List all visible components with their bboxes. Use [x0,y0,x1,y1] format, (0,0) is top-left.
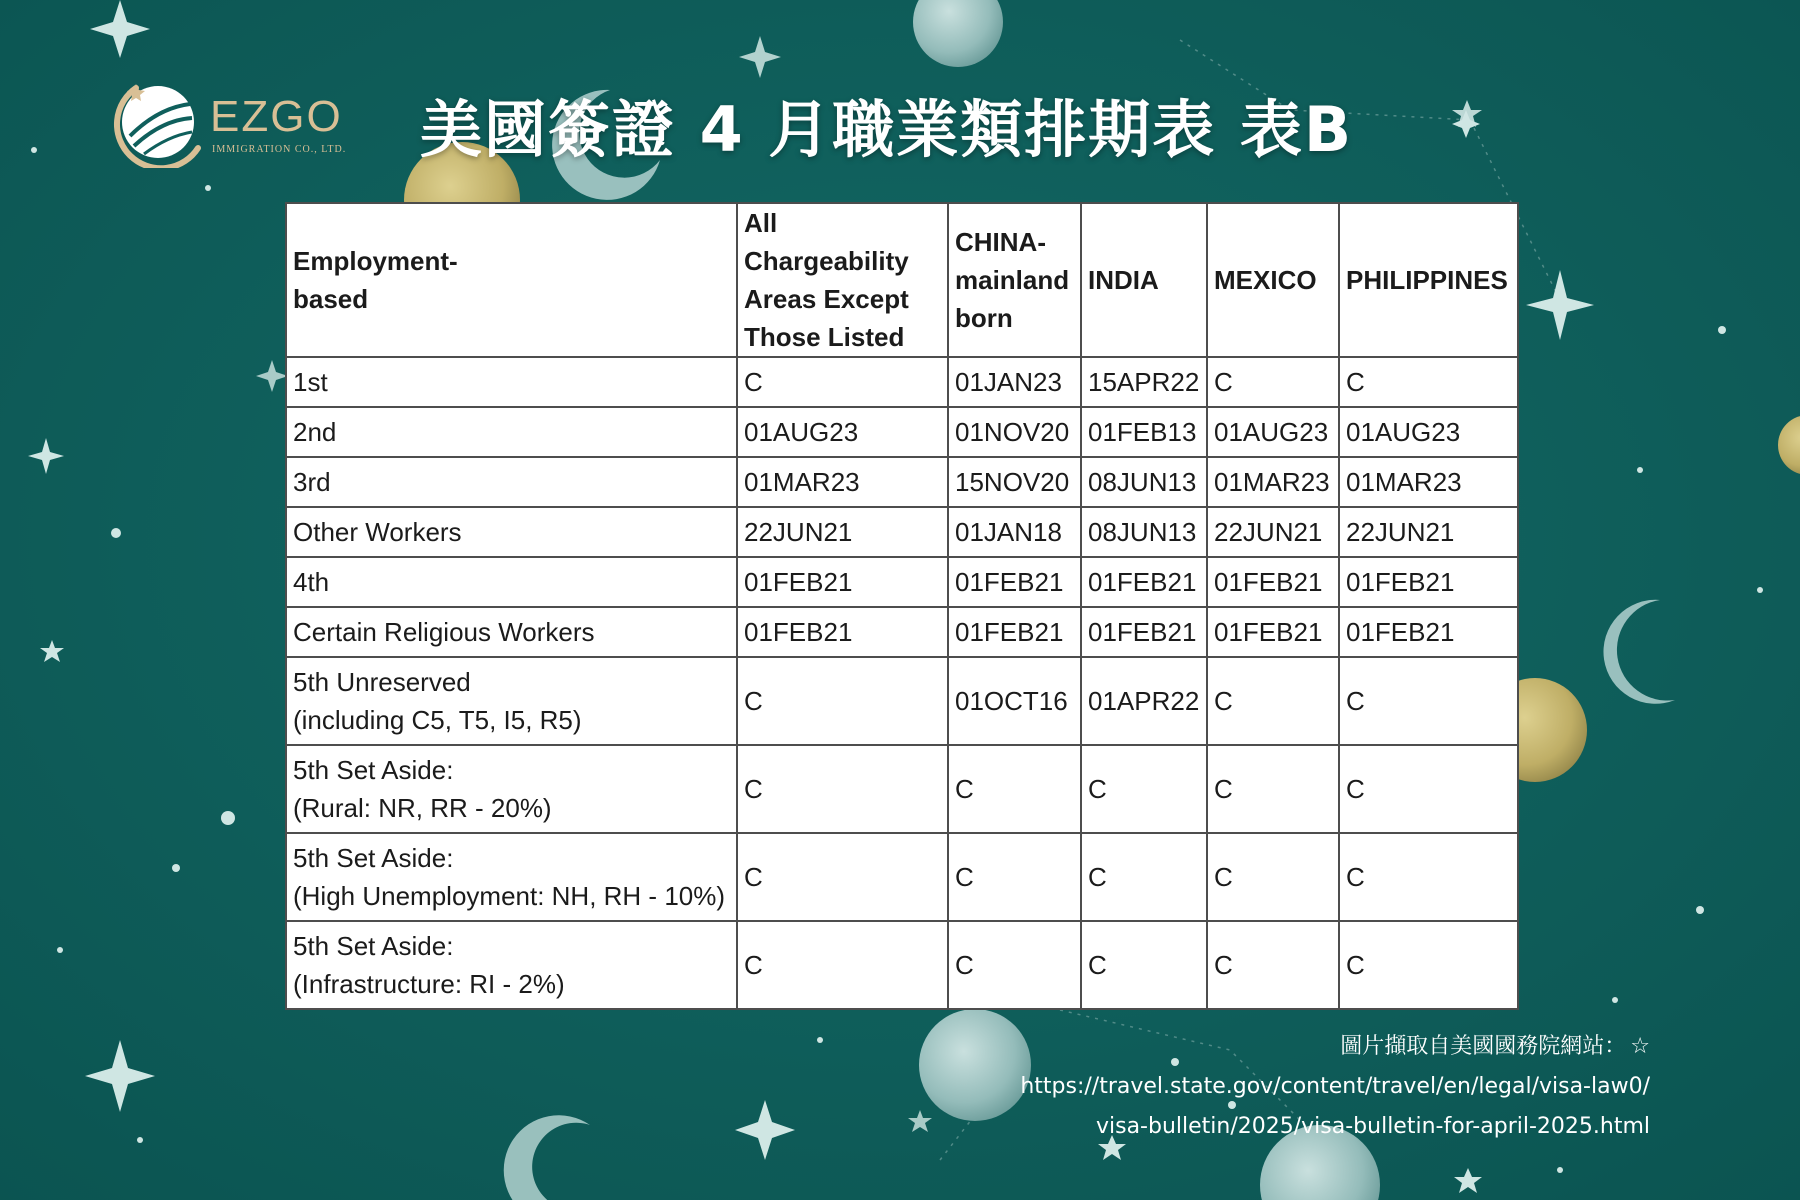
table-cell: C [1081,833,1207,921]
table-cell: 01AUG23 [737,407,948,457]
table-cell: 01FEB21 [948,557,1081,607]
table-cell: 01FEB21 [948,607,1081,657]
row-label-cell [286,833,737,921]
table-cell: 01FEB21 [737,607,948,657]
moon-blue-bottom [919,1009,1031,1121]
row-label-cell [286,921,737,1009]
table-cell: 01AUG23 [1339,407,1518,457]
table-cell: 08JUN13 [1081,507,1207,557]
table-cell: 01MAR23 [1339,457,1518,507]
row-label-cell [286,745,737,833]
row-label-line: Other Workers [293,517,462,547]
table-cell: 22JUN21 [737,507,948,557]
brand-subtitle: IMMIGRATION CO., LTD. [212,144,347,155]
row-label-line: (including C5, T5, I5, R5) [293,705,582,735]
row-label-line: 5th Set Aside: [293,755,454,785]
table-row [286,921,1518,1009]
table-cell: 08JUN13 [1081,457,1207,507]
table-cell: C [948,745,1081,833]
row-label-cell [286,657,737,745]
row-label-line: Certain Religious Workers [293,617,595,647]
table-row [286,607,1518,657]
table-row [286,507,1518,557]
column-header-line: CHINA- [955,227,1046,257]
table-cell: C [737,833,948,921]
table-cell: 01APR22 [1081,657,1207,745]
page-title: 美國簽證 4 月職業類排期表 表B [420,93,1354,166]
column-header-line: born [955,303,1013,333]
row-label-cell [286,407,737,457]
row-label-line: 5th Set Aside: [293,843,454,873]
row-label-line: (High Unemployment: NH, RH - 10%) [293,881,726,911]
row-label-cell [286,457,737,507]
table-cell: 01FEB21 [737,557,948,607]
table-cell: 15NOV20 [948,457,1081,507]
row-label-line: 2nd [293,417,337,447]
table-cell: C [1339,745,1518,833]
table-cell: C [1207,921,1339,1009]
ezgo-logo [108,78,378,168]
table-cell: C [1207,745,1339,833]
table-cell: C [1339,657,1518,745]
table-row [286,357,1518,407]
column-header-line: based [293,284,369,314]
table-row [286,407,1518,457]
row-label-cell [286,507,737,557]
table-body [286,357,1518,1009]
table-cell: C [737,657,948,745]
table-cell: C [1339,357,1518,407]
column-header-line: mainland [955,265,1070,295]
row-label-line: 5th Set Aside: [293,931,454,961]
table-cell: C [1207,657,1339,745]
table-cell: C [737,745,948,833]
table-cell: 01AUG23 [1207,407,1339,457]
row-label-line: (Infrastructure: RI - 2%) [293,969,565,999]
ezgo-globe-logo-icon [108,78,208,168]
table-cell: 01JAN18 [948,507,1081,557]
row-label-line: 4th [293,567,330,597]
table-cell: 01JAN23 [948,357,1081,407]
column-header [1207,203,1339,357]
column-header [1339,203,1518,357]
table-cell: C [737,357,948,407]
row-label-line: 5th Unreserved [293,667,471,697]
row-label-line: 1st [293,367,328,397]
table-cell: C [1081,921,1207,1009]
table-cell: 01FEB13 [1081,407,1207,457]
table-cell: C [737,921,948,1009]
table-cell: C [1339,921,1518,1009]
column-header-line: INDIA [1088,265,1159,295]
table-cell: C [1207,357,1339,407]
table-cell: C [1339,833,1518,921]
row-label-cell [286,357,737,407]
table-cell: 15APR22 [1081,357,1207,407]
column-header [737,203,948,357]
row-label-line: 3rd [293,467,331,497]
table-cell: 01NOV20 [948,407,1081,457]
table-cell: 22JUN21 [1207,507,1339,557]
row-label-line: (Rural: NR, RR - 20%) [293,793,552,823]
column-header [948,203,1081,357]
table-cell: 01FEB21 [1081,607,1207,657]
table-row [286,457,1518,507]
column-header-line: Those Listed [744,322,905,352]
visa-bulletin-table-container [285,202,1519,1010]
column-header-line: PHILIPPINES [1346,265,1508,295]
table-cell: 01FEB21 [1339,557,1518,607]
table-cell: C [1207,833,1339,921]
row-label-cell [286,607,737,657]
table-row [286,833,1518,921]
table-cell: C [1081,745,1207,833]
source-url-line-2: visa-bulletin/2025/visa-bulletin-for-april-2025.html [1095,1114,1650,1139]
table-row [286,557,1518,607]
table-cell: 01FEB21 [1339,607,1518,657]
visa-bulletin-table [285,202,1519,1010]
table-cell: 01OCT16 [948,657,1081,745]
source-citation [1020,1027,1650,1147]
source-url-line-1: https://travel.state.gov/content/travel/en/legal/visa-law0/ [1020,1074,1650,1099]
source-label: 圖片擷取自美國國務院網站： [1340,1034,1627,1059]
table-cell: C [948,921,1081,1009]
star-icon: ☆ [1630,1034,1650,1059]
table-cell: 01MAR23 [1207,457,1339,507]
column-header-line: MEXICO [1214,265,1317,295]
table-row [286,657,1518,745]
column-header [1081,203,1207,357]
table-cell: 01FEB21 [1207,607,1339,657]
column-header-line: Employment- [293,246,458,276]
row-label-cell [286,557,737,607]
column-header-line: Areas Except [744,284,909,314]
source-label-line [1020,1027,1650,1067]
column-header-line: All Chargeability [744,208,909,276]
table-header-row [286,203,1518,357]
table-cell: C [948,833,1081,921]
table-row [286,745,1518,833]
table-cell: 01MAR23 [737,457,948,507]
table-cell: 22JUN21 [1339,507,1518,557]
brand-name: EZGO [210,92,343,141]
column-header [286,203,737,357]
table-cell: 01FEB21 [1207,557,1339,607]
table-cell: 01FEB21 [1081,557,1207,607]
